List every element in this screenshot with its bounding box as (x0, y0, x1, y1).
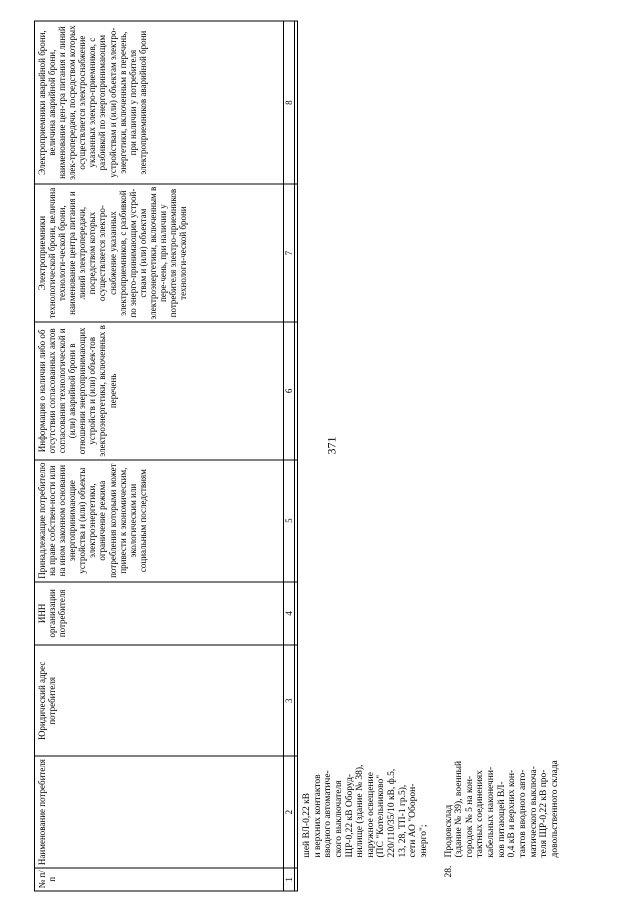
column-number: 5 (283, 460, 294, 582)
table-cell (295, 184, 298, 322)
text-line: Продовсклад (443, 804, 454, 858)
text-line: 220/110/35/10 кВ, ф.5, (387, 768, 397, 858)
header-cell-inn: ИНН организации потребителя (35, 582, 284, 646)
header-cell-consumer-name: Наименование потребителя (35, 756, 284, 867)
header-cell-reserve-acts: Информация о наличии либо об отсутствии согласованных актов согласования технологической и (или) аварийной брони в отношении энергопринимающих устройств и (или) объек-тов электроэнергетики, включенных в перечень (35, 322, 284, 460)
header-cell-emergency-reserve: Электроприемники аварийной брони, величина аварийной брони, наименование цен-тра питания и линий элек-тропередачи, посредством которых осуществляется электроснабжение указанных электро-приемников, с разбивкой по энергопринимающим устройствам и (или) объектам электро-энергетики, включенным в перечень, при наличии у потребителя электроприемников аварийной брони (35, 21, 284, 184)
header-cell-devices: Принадлежащие потребителю на праве собствен-ности или на ином законном основании энергопринимающие устройства и (или) объекты электроэнергетики, ограничение режима потребления которыми может привести к экономическим, экологическим или социальным последствиям (35, 460, 284, 582)
column-number-row (283, 21, 294, 891)
text-line: нилище (здание № 38), (355, 764, 366, 858)
table-cell (295, 460, 298, 582)
text-line: вводного автоматиче- (323, 770, 334, 858)
text-line: матического выключа- (528, 766, 539, 858)
table-cell (295, 756, 298, 867)
table-cell (295, 645, 298, 756)
column-number: 6 (283, 322, 294, 460)
table-cell (295, 868, 298, 891)
text-line: тактов вводного авто- (517, 769, 528, 858)
column-number: 8 (283, 21, 294, 184)
column-number: 1 (283, 868, 294, 891)
text-line: городок № 5 на кон- (464, 775, 475, 858)
column-number: 2 (283, 756, 294, 867)
header-cell-technological-reserve: Электроприемники технологической брони, величина технологи-ческой брони, наименование центра питания и линий электропередачи, посредством которых осуществляется электро-снабжение указанных электроприемников, с разбивкой по энерго-принимающим устрой-ствам и (или) объектам электроэнергетики, включенным в пере-чень, при наличии у потребителя электро-приемников технологи-ческой брони (35, 184, 284, 322)
text-line: шей ВЛ-0,22 кВ (302, 792, 312, 858)
text-line: ЩР-0,22 кВ Оборуд- (344, 773, 355, 858)
continuation-text (302, 338, 560, 878)
entry-28-text (444, 734, 561, 858)
table-cell (295, 322, 298, 460)
table-row (295, 21, 298, 891)
text-line: наружное освещение (365, 772, 376, 858)
text-line: 0,4 кВ и верхних кон- (507, 769, 518, 858)
text-line: (здание № 39), военный (454, 760, 465, 858)
page-number: 371 (324, 436, 339, 455)
entry-number-empty (302, 858, 430, 878)
table-cell (295, 21, 298, 184)
text-line: энерго"; (418, 824, 429, 858)
header-cell-legal-address: Юридический адрес потребителя (35, 645, 284, 756)
text-line: (ПС "Котельниково" (376, 774, 387, 858)
text-line: кабельных наконечни- (486, 766, 496, 858)
entry-number: 28. (443, 865, 454, 878)
text-line: и верхних контактов (312, 774, 323, 858)
column-number: 7 (283, 184, 294, 322)
header-row (35, 21, 284, 891)
text-line: довольственного склада (549, 760, 560, 858)
rotated-document (30, 11, 610, 896)
text-line: тактных соединениях (475, 770, 486, 858)
consumer-register-table (34, 21, 298, 892)
entry-27-text (302, 734, 430, 858)
table-cell (295, 582, 298, 646)
text-line: ского выключателя (333, 780, 344, 858)
text-line: теля ЩР-0,22 кВ про- (539, 769, 550, 858)
column-number: 4 (283, 582, 294, 646)
text-line: ков питающей ВЛ- (496, 781, 507, 858)
text-line: 13, 28, ТП-1 гр.5), (397, 784, 408, 858)
entry-continuation (302, 338, 430, 878)
column-number: 3 (283, 645, 294, 756)
header-cell-number: № п/п (35, 868, 284, 891)
text-line: сети АО "Оборон- (408, 783, 419, 858)
entry-28 (444, 338, 561, 878)
